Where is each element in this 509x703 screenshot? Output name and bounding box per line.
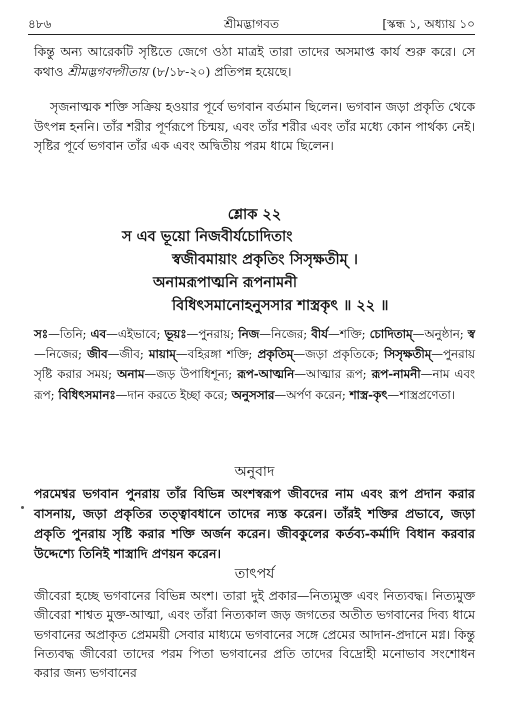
intro-paragraph-1: কিন্তু অন্য আরেকটি সৃষ্টিতে জেগে ওঠা মাত্রই তারা তাদের অসমাপ্ত কার্য শুরু করে। সে কথাও শ্রীমদ্ভগবদ্গীতায় (৮/১৮-২০) প্রতিপন্ন হয়েছে। bbox=[34, 44, 475, 79]
book-title: শ্রীমদ্ভাগবত bbox=[223, 17, 279, 31]
purport-text: জীবেরা হচ্ছে ভগবানের বিভিন্ন অংশ। তারা দুই প্রকার—নিত্যমুক্ত এবং নিত্যবদ্ধ। নিত্যমুক্ত জীবেরা শাশ্বত মুক্ত-আত্মা, এবং তাঁরা নিত্যকাল জড় জগতের অতীত ভগবানের দিব্য ধামে ভগবানের অপ্রাকৃত প্রেমময়ী সেবার মাধ্যমে ভগবানের সঙ্গে প্রেমের আদান-প্রদানে মগ্ন। কিন্তু নিত্যবদ্ধ জীবেরা তাদের পরম পিতা ভগবানের প্রতি তাদের বিদ্রোহী মনোভাব সংশোধন করার জন্য ভগবানের bbox=[34, 588, 475, 681]
margin-dot bbox=[21, 506, 24, 509]
verse-line-3: অনামরূপাত্মনি রূপনামনী bbox=[153, 274, 298, 291]
gita-reference: শ্রীমদ্ভগবদ্গীতায় bbox=[67, 63, 149, 79]
page-number: ৪৮৬ bbox=[28, 17, 52, 31]
translation-text: পরমেশ্বর ভগবান পুনরায় তাঁর বিভিন্ন অংশস্বরূপ জীবদের নাম এবং রূপ প্রদান করার বাসনায়, জড়া প্রকৃতির তত্ত্বাবধানে তাদের ন্যস্ত করেন। তাঁরই শক্তির প্রভাবে, জড়া প্রকৃতি পুনরায় সৃষ্টি করার শক্তি অর্জন করেন। জীবকুলের কর্তব্য-কর্মাদি বিধান করবার উদ্দেশ্যে তিনিই শাস্ত্রাদি প্রণয়ন করেন। bbox=[34, 486, 475, 561]
section-label: [স্কন্ধ ১, অধ্যায় ১০ bbox=[382, 17, 475, 31]
intro-paragraph-2: সৃজনাত্মক শক্তি সক্রিয় হওয়ার পূর্বে ভগবান বর্তমান ছিলেন। ভগবান জড়া প্রকৃতি থেকে উৎপন্ন হননি। তাঁর শরীর পূর্ণরূপে চিন্ময়, এবং তাঁর শরীর এবং তাঁর মধ্যে কোন পার্থক্য নেই। সৃষ্টির পূর্বে ভগবান তাঁর এক এবং অদ্বিতীয় পরম ধামে ছিলেন। bbox=[34, 99, 475, 153]
word-for-word-synonyms: সঃ—তিনি; এব—এইভাবে; ভূয়ঃ—পুনরায়; নিজ—নিজের; বীর্য—শক্তি; চোদিতাম্—অনুষ্ঠান; স্ব—নিজের; জীব—জীব; মায়াম্—বহিরঙ্গা শক্তি; প্রকৃতিম্—জড়া প্রকৃতিকে; সিসৃক্ষতীম্—পুনরায় সৃষ্টি করার সময়; অনাম—জড় উপাধিশূন্য; রূপ-আত্মনি—আত্মার রূপ; রূপ-নামনী—নাম এবং রূপ; বিধিৎসমানঃ—দান করতে ইচ্ছা করে; অনুসসার—অর্পণ করেন; শাস্ত্র-কৃৎ—শাস্ত্রপ্রণেতা। bbox=[34, 327, 475, 402]
translation-heading: অনুবাদ bbox=[234, 464, 275, 480]
verse-line-4: বিধিৎসমানোহনুসসার শাস্ত্রকৃৎ ॥ ২২ ॥ bbox=[172, 297, 389, 314]
page-header bbox=[28, 12, 475, 34]
header-rule bbox=[28, 34, 475, 35]
purport-heading: তাৎপর্য bbox=[234, 566, 275, 582]
verse-line-2: স্বজীবমায়াং প্রকৃতিং সিসৃক্ষতীম্ । bbox=[172, 251, 358, 268]
verse-heading: শ্লোক ২২ bbox=[227, 206, 282, 223]
verse-line-1: স এব ভূয়ো নিজবীর্যচোদিতাং bbox=[122, 228, 293, 245]
